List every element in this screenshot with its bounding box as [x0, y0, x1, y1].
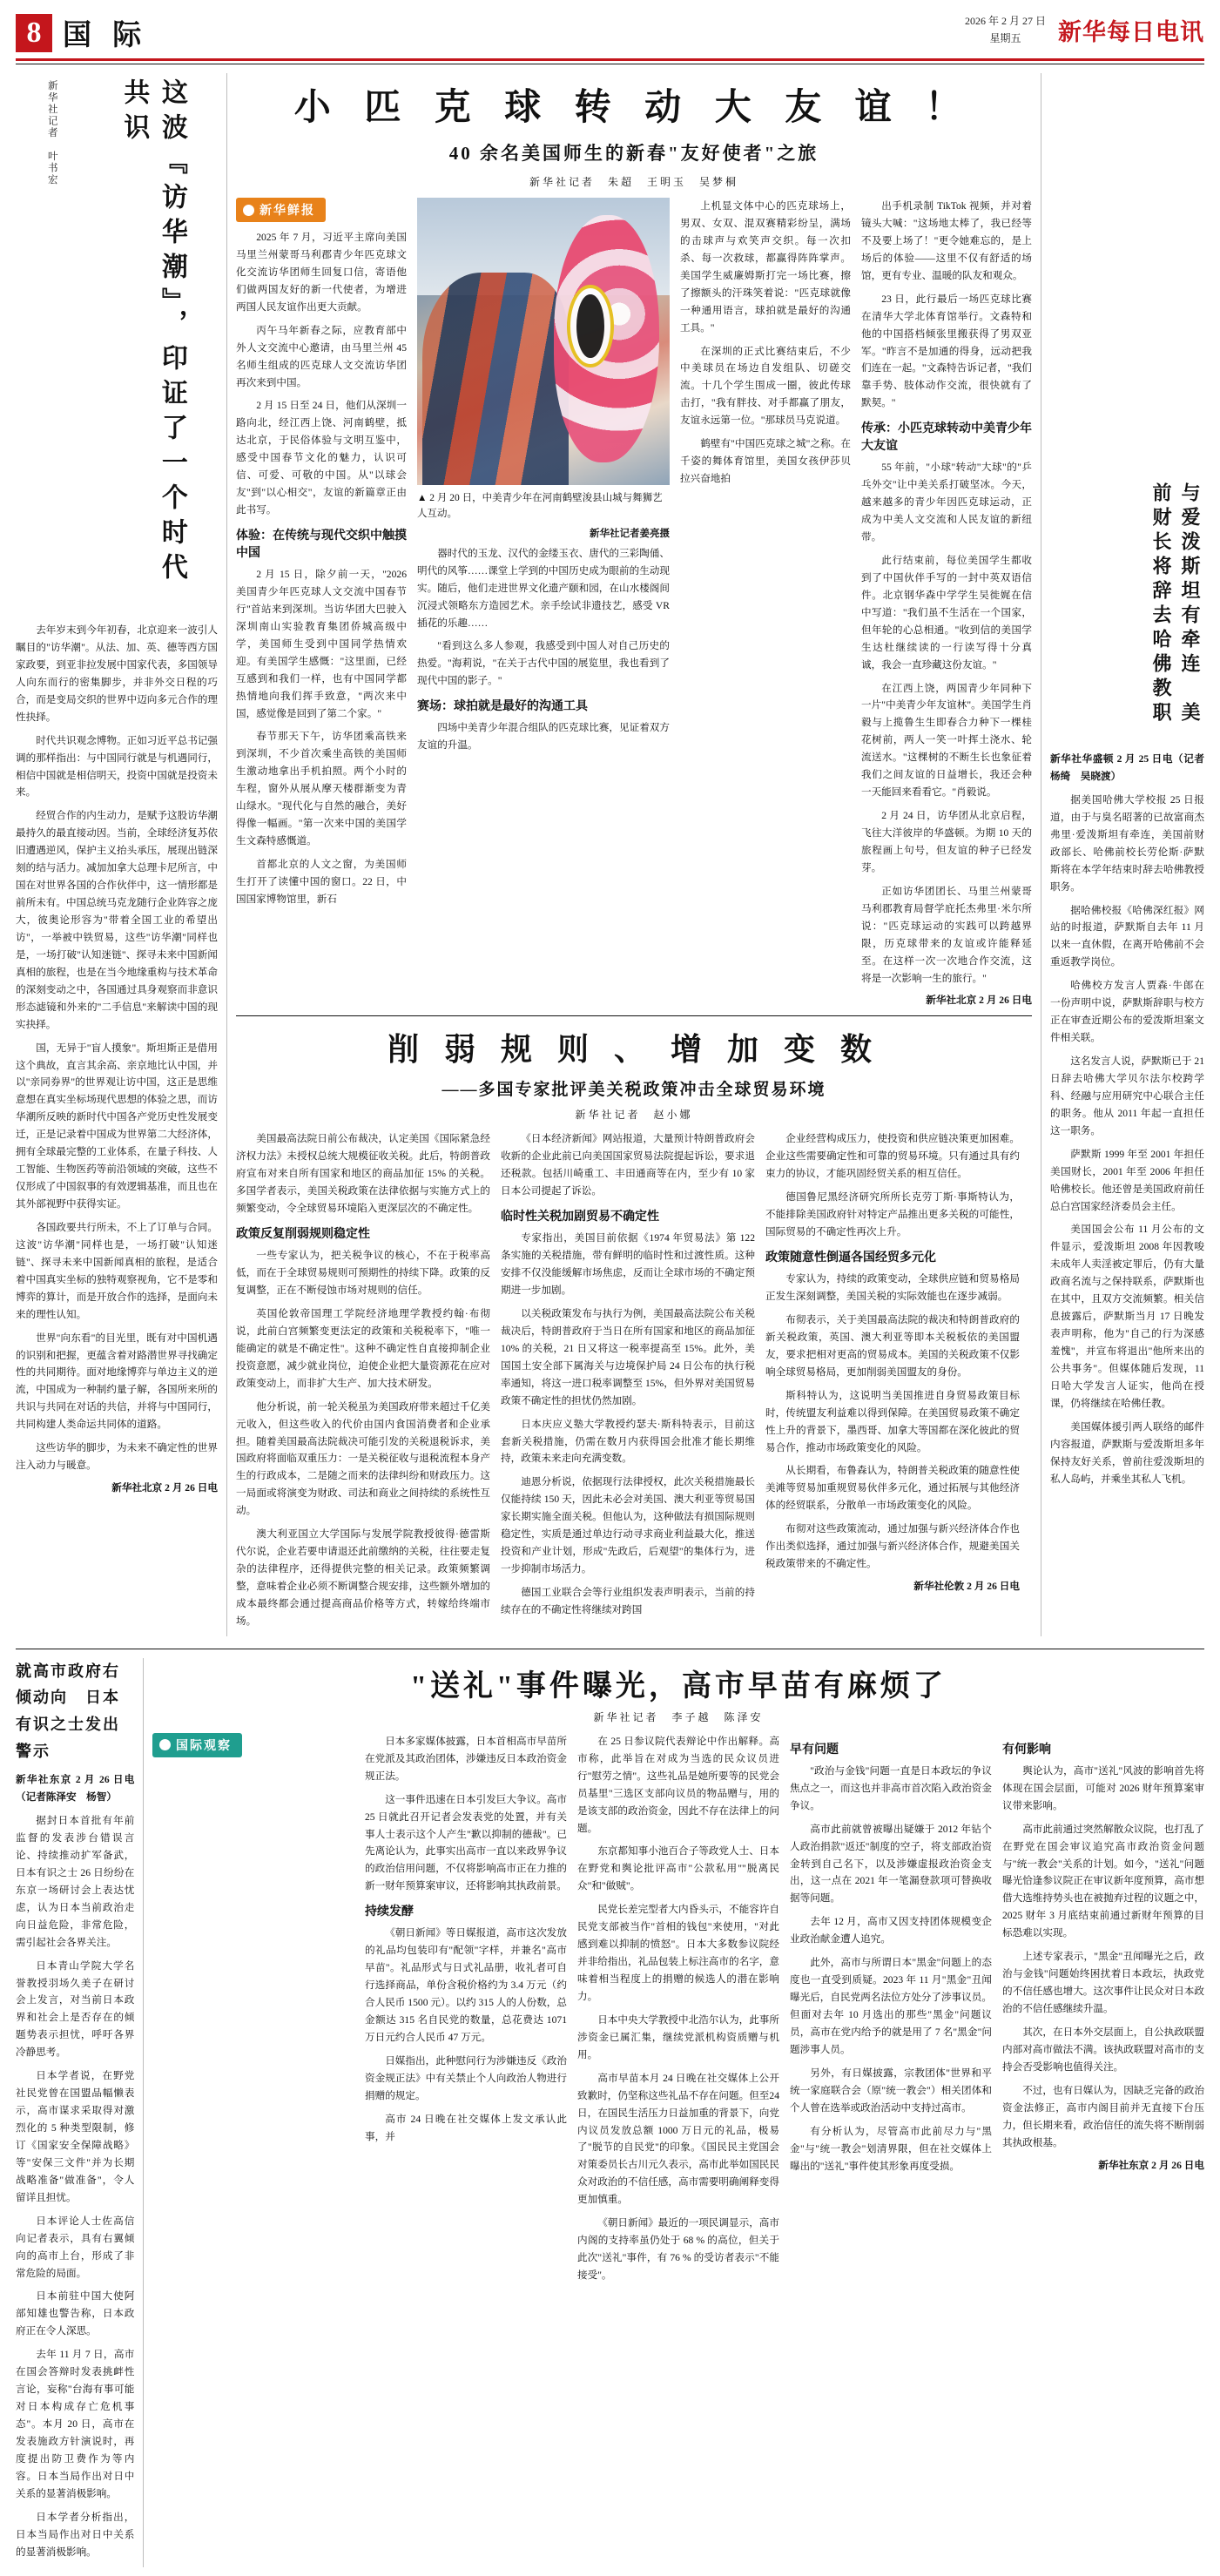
article2-col-2 [501, 1130, 755, 1635]
left-feature-headline: 这波『访华潮』，印证了一个时代共识 [119, 78, 186, 588]
left-feature-source: 新华社北京 2 月 26 日电 [111, 1482, 218, 1494]
left-feature-p0: 去年岁末到今年初春，北京迎来一波引人瞩目的"访华潮"。从法、加、英、德等西方国家政要，到亚非拉发展中国家代表，多国领导人向东而行的密集脚步，并非外交日程的巧合，而是变局交织的世界中迈向多元合作的理性抉择。 [16, 624, 218, 723]
bl-p5: 去年 11 月 7 日，高市在国会答辩时发表挑衅性言论，妄称"台海有事可能对日本构成存亡危机事态"。本月 20 日，高市在发表施政方针演说时，再度提出防卫费作为等内容。日本当局作出对日中关系的显著消极影响。 [16, 2349, 135, 2499]
bm-c4-p0: 舆论认为，高市"送礼"风波的影响首先将体现在国会层面，可能对 2026 财年预算案审议带来影响。 [1002, 1764, 1204, 1811]
bm-c1-p0: 日本多家媒体披露，日本首相高市早苗所在党派及其政治团体，涉嫌违反日本政治资金规正法。 [365, 1735, 567, 1782]
bm-c2-p3: 日本中央大学教授中北浩尔认为，此事所涉资金已属汇集，继续党派机构资质赠与机用。 [577, 2013, 779, 2060]
observation-dot-icon [159, 1739, 171, 1750]
bm-c4-p4: 不过，也有日媒认为，因缺乏完备的政治资金法修正，高市内阁目前并无直接下台压力，但长期来看，政治信任的流失将不断削弱其执政根基。 [1002, 2084, 1204, 2148]
article2-divider [236, 1015, 1032, 1016]
publish-date: 2026 年 2 月 27 日 [964, 15, 1046, 27]
a2-c2b-p2: 日本庆应义塾大学教授约瑟夫·斯科特表示，目前这套新关税措施，仍需在数月内获得国会批准才能长期维持，政策未来走向充满变数。 [501, 1418, 755, 1465]
section-title: 国 际 [63, 20, 149, 51]
main-c1-p1: 丙午马年新春之际，应教育部中外人文交流中心邀请，由马里兰州 45 名师生组成的匹克球人文交流访华团再次来到中国。 [236, 324, 407, 388]
bm-c2-p4: 高市早苗本月 24 日晚在社交媒体上公开致歉时，仍坚称这些礼品不存在问题。但至24 日，在国民生活压力日益加重的背景下，向党内议员发放总额 1000 万日元的礼品，极易了"脱节的自民党"的印象。《国民民主党国会对策委员长古川元久表示，高市此举如国民民众对政治的不信任感，高市需要明确阐释变得更加慎重。 [577, 2072, 779, 2206]
photo-caption: ▲ 2 月 20 日，中美青少年在河南鹤壁浚县山城与舞狮艺人互动。 [417, 493, 663, 520]
bm-c3-p3: 此外，高市与所谓日本"黑金"问题上的态度也一直受到质疑。2023 年 11 月"黑金"丑闻曝光后，自民党两名法位方处分了涉事议员。但面对去年 10 月选出的那些"黑金"问题议员，高市在党内给予的就是用了 7 名"黑金"问题涉事人员。 [790, 1957, 992, 2055]
bottom-main-article [152, 1658, 1204, 2290]
main-subtitle-3: 传承：小匹克球转动中美青少年大友谊 [861, 422, 1032, 454]
bottom-main-headline: "送礼"事件曝光，高市早苗有麻烦了 [410, 1669, 947, 1703]
main-c1b-p0: 2 月 15 日，除夕前一天，"2026 美国青少年匹克球人文交流中国春节行"首站来到深圳。当访华团大巴驶入深圳南山实验教育集团侨城高级中学，美国师生受到中国同学热情欢迎。有美国学生感慨："这里面，已经互感到和我们一样，也有中国同学都热情地向我们挥手致意，"两次来中国，感觉像是回到了第二个家。" [236, 569, 407, 719]
bm-c2-p5: 《朝日新闻》最近的一项民调显示，高市内阁的支持率虽仍处于 68 % 的高位，但关于此次"送礼"事件，有 76 % 的受访者表示"不能接受"。 [577, 2217, 779, 2281]
a2-c3b-p1: 布彻表示，关于美国最高法院的裁决和特朗普政府的新关税政策，英国、澳大利亚等即本关税板依的美国盟友，要求把相对更高的贸易成本。美国的关税政策不仅影响全球贸易格局，更加削弱美国盟友的身份。 [765, 1313, 1020, 1378]
main-col-2b [680, 198, 851, 1007]
masthead [0, 0, 1220, 58]
bottom-left-article [16, 1658, 134, 2567]
bl-p4: 日本前驻中国大使阿部知雄也警告称，日本政府正在令人深思。 [16, 2290, 135, 2337]
observation-tag-label: 国际观察 [176, 1739, 232, 1753]
article2-col-3 [765, 1130, 1020, 1635]
article2-col-1 [236, 1130, 490, 1635]
bm-c2-p2: 民党长差完型者大内昏头示，不能容许自民党支部被当作"首相的钱包"来使用，"对此感到难以抑制的愤怒"。日本大多数参议院经并非给指出，礼品包装上标注高市的名字，意味着相当程度上的捐赠的候选人的潜在影响力。 [577, 1904, 779, 2002]
bottom-subtitle-3: 有何影响 [1002, 1743, 1051, 1757]
main-c2b-p2: 在深圳的正式比赛结束后，不少中美球员在场边自发组队、切磋交流。十几个学生围成一圈，彼此传球击打，"我有胖技、对手都赢了朋友，友谊永远第一位。"那球员马克说道。 [680, 345, 851, 427]
right-p5: 美国国会公布 11 月公布的文件显示，爱泼斯坦 2008 年因教唆未成年人卖淫被定罪后，仍有大量政商名流与之保持联系，萨默斯也在其中，且双方交流频繁。相关信息披露后，萨默斯当月 17 日晚发表声明称，他为"自己的行为深感羞愧"，并宣布将退出"他所来出的公共事务"。但媒体随后发现，11 日哈大学发言人证实，他尚在授课，仍将继续在哈佛任教。 [1050, 1224, 1205, 1409]
article2-byline: 新华社记者 赵小娜 [575, 1109, 693, 1122]
main-c1-p0: 2025 年 7 月，习近平主席向美国马里兰州蒙哥马利郡青少年匹克球文化交流访华团师生回复口信，寄语他们做两国友好的新一代使者，为增进两国人民友谊作出更大贡献。 [236, 232, 407, 313]
bm-c1b-p1: 日媒指出，此种慰问行为涉嫌违反《政治资金规正法》中有关禁止个人向政治人物进行捐赠的规定。 [365, 2054, 567, 2101]
left-feature-p3: 国，无异于"盲人摸象"。斯坦斯正是借用这个典故，直言其余高、亲京地比认中国，并以"亲同券界"的世界观让访中国，这正是思维意想在真实坐标场现代思想的体验之思，而访华潮所反映的新时代中国各产党历史性发展变迁，正是记录着中国成为世界第二大经济体，拥有全球最完整的工业体系，在量子科技、人工智能、生物医药等前沿领域的突破，这些不仅形成了中国叙事的有效逻辑基准，而且也在其外部视野中获得实证。 [16, 1042, 218, 1210]
masthead-date-block [965, 12, 1046, 48]
article2-subtitle-2: 临时性关税加剧贸易不确定性 [501, 1210, 659, 1224]
bm-c3-p0: "政治与金钱"问题一直是日本政坛的争议焦点之一，而这也并非高市首次陷入政治资金争议。 [790, 1764, 992, 1811]
a2-c3b-p3: 从长期看，布鲁森认为，特朗普关税政策的随意性使美滩等贸易加重规贸易伙伴多元化，通过拓展与其他经济体的经贸联系，分散单一市场政策变化的风险。 [765, 1465, 1020, 1512]
bottom-subtitle-2: 早有问题 [790, 1743, 839, 1757]
paper-logo: 新华每日电讯 [1058, 18, 1204, 45]
bm-c3-p2: 去年 12 月，高市又因支持团体规模变企业政治献金遭人追究。 [790, 1916, 992, 1945]
bm-c4-p1: 高市此前通过突然解散众议院，也打乱了在野党在国会审议追究高市政治资金问题与"统一教会"关系的计划。如今，"送礼"问题曝光恰逢参议院正在审议新年度预算，高市想借大选维持势头也在被抛弃过程的议题之中，2025 财年 3 月底结束前通过新财年预算的目标恐难以实现。 [1002, 1823, 1204, 1939]
weekday: 星期五 [989, 32, 1021, 45]
bottom-section [0, 1649, 1220, 2576]
main-c2b-p1: 上机显文体中心的匹克球场上，男双、女双、混双赛精彩纷呈，满场的击球声与欢笑声交织。每一次扣杀、每一次救球，都赢得阵阵掌声。美国学生威廉姆斯打完一场比赛，擦了擦额头的汗珠笑着说："匹克球就像一种通用语言，球拍就是最好的沟通工具。" [680, 200, 851, 334]
main-c2-p1: "看到这么多人参观，我感受到中国人对自己历史的热爱。"海莉说，"在关于古代中国的展览里，我也看到了现代中国的影子。" [417, 640, 670, 687]
bm-c1b-p2: 高市 24 日晚在社交媒体上发文承认此事，并 [365, 2113, 567, 2142]
masthead-right [965, 12, 1204, 48]
bottom-main-byline: 新华社记者 李子越 陈泽安 [593, 1710, 764, 1723]
news-flash-tag-label: 新华鲜报 [260, 205, 315, 218]
left-feature-byline: 新华社记者 叶书宏 [46, 80, 57, 186]
right-p3: 这名发言人说，萨默斯已于 21 日辞去哈佛大学贝尔法尔校跨学科、经融与应用研究中心联合主任的职务。他从 2011 年起一直担任这一职务。 [1050, 1055, 1205, 1136]
page-number: 8 [16, 14, 52, 52]
right-article-dateline: 新华社华盛顿 2 月 25 日电（记者杨绮 吴晓渡） [1050, 753, 1205, 782]
main-subhead: 40 余名美国师生的新春"友好使者"之旅 [448, 143, 819, 164]
bl-p1: 日本青山学院大学名誉教授羽场久美子在研讨会上发言，对当前日本政界和社会上是否存在的倾题势表示担忧，呼吁各界冷静思考。 [16, 1959, 135, 2059]
main-source: 新华社北京 2 月 26 日电 [926, 995, 1032, 1007]
right-p4: 萨默斯 1999 年至 2001 年担任美国财长，2001 年至 2006 年担任哈佛校长。他还曾是美国政府前任总白宫国家经济委员会主任。 [1050, 1148, 1205, 1212]
article2-source: 新华社伦敦 2 月 26 日电 [913, 1581, 1020, 1593]
bottom-col-1 [152, 1733, 354, 2290]
bottom-col-4 [1002, 1733, 1204, 2290]
main-photo [417, 198, 670, 485]
main-col-1 [236, 198, 407, 1007]
right-p6: 美国媒体援引两人联络的邮件内容报道，萨默斯与爱泼斯坦多年保持友好关系，曾前往爱泼斯坦的私人岛屿，并乘坐其私人飞机。 [1050, 1420, 1205, 1485]
bm-c3-p5: 有分析认为，尽管高市此前尽力与"黑金"与"统一教会"划清界限，但在社交媒体上曝出的"送礼"事件使其形象再度受损。 [790, 2125, 992, 2172]
bottom-col-2 [577, 1733, 779, 2290]
main-c3b-p4: 正如访华团团长、马里兰州蒙哥马利郡教育局督学庇托杰弗里·米尔所说："匹克球运动的实践可以跨越界限，历克球带来的友谊或许能释延至。在这样一次一次地合作交流，这将是一次影响一生的旅行。" [861, 885, 1032, 984]
left-feature-p6: 这些访华的脚步，为未来不确定性的世界注入动力与暖意。 [16, 1442, 218, 1472]
main-c1b-p2: 首都北京的人文之窗，为美国师生打开了读懂中国的窗口。22 日，中国国家博物馆里，新石 [236, 859, 407, 905]
observation-tag [152, 1733, 242, 1757]
right-p2: 哈佛校方发言人贾森·牛郎在一份声明中说，萨默斯辞职与校方正在审查近期公布的爱泼斯坦案文件相关联。 [1050, 980, 1205, 1044]
a2-c1-p0: 美国最高法院日前公布裁决，认定美国《国际紧急经济权力法》未授权总统大规模征收关税。此后，特朗普政府宣布对来自所有国家和地区的商品加征 15% 的关税。多国学者表示，美国关税政策在法律依据与实施方式上的频繁变动，令全球贸易环境陷入更深层次的不确定性。 [236, 1133, 490, 1215]
main-col-3 [861, 198, 1032, 1007]
bl-p3: 日本评论人士佐高信向记者表示，具有右翼倾向的高市上台，形成了非常危险的局面。 [16, 2215, 135, 2279]
column-divider-3 [143, 1658, 144, 2567]
main-c1-p2: 2 月 15 日至 24 日，他们从深圳一路向北，经江西上饶、河南鹤壁，抵达北京，于民俗体验与文明互鉴中，感受中国春节文化的魅力，认识可信、可爱、可敬的中国。从"以球会友"到"以心相交"，友谊的新篇章正由此书写。 [236, 400, 407, 516]
bm-c1-p1: 这一事件迅速在日本引发巨大争议。高市 25 日就此召开记者会发表党的处置，并有关事人士表示这个人产生"歉以抑制的德裁"。已先离论认为，此事实出高市一直以来政界争议的政治信用问题，不仅将影响高市正在力推的新一财年预算案审议，还将影响其执政前景。 [365, 1793, 567, 1892]
flash-dot-icon [243, 205, 254, 216]
news-flash-tag [236, 198, 326, 222]
a2-c3b-p2: 斯科特认为，这说明当美国推进自身贸易政策目标时，传统盟友利益难以得到保障。在美国贸易政策不确定性上升的背景下，墨西哥、加拿大等国都在深化彼此的贸易合作，推动市场政策变化的风险。 [765, 1389, 1020, 1453]
a2-c2b-p0: 专家指出，美国目前依据《1974 年贸易法》第 122 条实施的关税措施，带有鲜明的临时性和过渡性质。这种安排不仅没能缓解市场焦虑，反而让全球市场的不确定预期进一步加剧。 [501, 1232, 755, 1296]
masthead-left [16, 12, 148, 53]
bottom-col-1b [365, 1733, 567, 2290]
main-byline: 新华社记者 朱超 王明玉 吴梦桐 [529, 176, 738, 188]
main-c3-p1: 23 日，此行最后一场匹克球比赛在清华大学北体育馆举行。文森特和他的中国搭档倾张里搬获得了男双亚军。"昨言不是加通的得身，远动把我们连在一起。"文森特告诉记者，"我们靠手势、肢体动作交流，很快就有了默契。" [861, 293, 1032, 409]
a2-c2b-p4: 德国工业联合会等行业组织发表声明表示，当前的持续存在的不确定性将继续对跨国 [501, 1587, 755, 1615]
a2-c2b-p3: 迪恩分析说，依据现行法律授权，此次关税措施最长仅能持续 150 天，因此未必会对美国、澳大利亚等贸易国家长期实施全面关税。但他认为，这种做法有损国际规则稳定性，实质是通过单边行动寻求商业利益最大化，推送投资和产业计划，形成"先政后，后观望"的集体行为，进一步抑制市场活力。 [501, 1476, 755, 1575]
a2-c1b-p2: 他分析说，前一轮关税虽为美国政府带来超过千亿美元收入，但这些收入的代价由国内食国消费者和企业承担。随着美国最高法院裁决可能引发的关税退税诉求，美国政府将面临双重压力：一是关税征收与退税流程本身产生的行政成本，二是随之而来的法律纠纷和财政压力。这一局面或将演变为财政、司法和商业之间持续的系统性互动。 [236, 1400, 490, 1517]
bm-c2-p1: 东京都知事小池百合子等政党人士、日本在野党和舆论批评高市"公款私用""脱离民众"和"做贼"。 [577, 1845, 779, 1892]
main-c3-p0: 出手机录制 TikTok 视频，并对着镜头大喊："这场地太棒了，我已经等不及要上场了！"更令她难忘的，是上场后的体验——这里不仅有舒适的场馆，更有专业、温暖的队友和观众。 [861, 200, 1032, 281]
a2-c3-p0: 企业经营构成压力，使投资和供应链决策更加困难。企业这些需要确定性和可靠的贸易环境。只有通过具有约束力的协议，才能巩固经贸关系的相互信任。 [765, 1133, 1020, 1180]
main-c2b-p3: 鹤壁有"中国匹克球之城"之称。在千姿的舞体育馆里，美国女孩伊莎贝拉兴奋地拍 [680, 438, 851, 485]
bm-c3-p1: 高市此前就曾被曝出疑嫌于 2012 年钻个人政治捐款"返还"制度的空子，将支部政治资金转到自己名下，以及涉嫌虚报政治资金支出，这一点在 2021 年一笔漏登款项可替换收据等问题。 [790, 1823, 992, 1905]
bottom-subtitle-1: 持续发酵 [365, 1905, 414, 1919]
photo-credit: 新华社记者姜亮摄 [590, 528, 670, 539]
left-feature-p5: 世界"向东看"的目光里，既有对中国机遇的识别和把握，更蕴含着对路潜世界寻找确定性的共同期待。面对地缘博弈与单边主义的逆流，中国成为一种制约量子解，各国所来所的共识与共同在对话的共信，并将与中国同行，共同构建人类命运共同体的道路。 [16, 1332, 218, 1431]
main-c2-p0: 器时代的玉龙、汉代的金缕玉衣、唐代的三彩陶俑、明代的风筝……课堂上学到的中国历史成为眼前的生动现实。随后，他们走进世界文化遗产颐和园，在山水楼阁间沉浸式领略东方造园艺术。亲手绘试非遗技艺，感受 VR 插花的乐趣…… [417, 547, 670, 629]
left-feature-p2: 经贸合作的内生动力，是赋予这股访华潮最持久的最直接动因。当前，全球经济复苏依旧遭遇逆风，保护主义抬头承压，展现出链深刻的结与活力。减加加拿大总理卡尼所言，中国在对世界各国的合作伙伴中，这一情形都是前所未有。中国总统马克龙随行企业阵容之庞大，彼奥论形容为"带着全国工业的希望出访"，一举被中铁贸易，这些"访华潮"同样也是，一场打破"认知迷链"、探寻未来中国新闻真相的旅程，也是在当今地缘重构与技术革命的深刻变动之中，各国通过具身观察而非意识形态滤镜和外来的"二手信息"来解读中国的现实抉择。 [16, 810, 218, 1030]
a2-c2b-p1: 以关税政策发布与执行为例，美国最高法院公布关税裁决后，特朗普政府于当日在所有国家和地区的商品加征 10% 的关税，21 日又将这一税率提高至 15%。此外，美国国土安全部下属海关与边境保护局 24 日公布的执行税率通知，将这一进口税率调整至 15%，但外界对美国贸易政策不确定性的担忧仍然加剧。 [501, 1307, 755, 1406]
bm-c4-p3: 其次，在日本外交层面上，自公执政联盟内部对高市做法不满。该执政联盟对高市的支持会否受影响也值得关注。 [1002, 2026, 1204, 2073]
a2-c2-p0: 《日本经济新闻》网站报道，大量预计特朗普政府会收新的企业此前已向美国国家贸易法院提起诉讼，要求退还税款。包括川崎重工、丰田通商等在内，至少有 10 家日本公司提起了诉讼。 [501, 1133, 755, 1197]
left-feature-p1: 时代共识观念博物。正如习近平总书记强调的那样指出：与中国同行就是与机遇同行，相信中国就是相信明天，投资中国就是投资未来。 [16, 734, 218, 799]
right-p0: 据美国哈佛大学校报 25 日报道，由于与臭名昭著的已故富商杰弗里·爱泼斯坦有牵连，美国前财政部长、哈佛前校长劳伦斯·萨默斯将在本学年结束时辞去哈佛教授职务。 [1050, 793, 1205, 893]
main-subtitle-2: 赛场：球拍就是最好的沟通工具 [417, 700, 588, 714]
bm-c2-p0: 在 25 日参议院代表辩论中作出解释。高市称，此举旨在对成为当选的民众议员进行"慰劳之情"。这些礼品是她所要等的民党会员基里"三选区支部向议员的物品赠与，用的是该支部的政治资金，因此不存在法律上的问题。 [577, 1735, 779, 1834]
right-article-headline: 与爱泼斯坦有牵连 美前财长将辞去哈佛教职 [1150, 482, 1202, 726]
main-c3b-p2: 在江西上饶，两国青少年同种下一片"中美青少年友谊林"。美国学生肖毅与上揽鲁生生即春合力种下一棵桂花树前，两人一笑一叶挥土浇水、轮流送水。"这棵树的不断生长也象征着我们之间友谊的日益增长，我还会种一天能回来看看它。"肖毅说。 [861, 682, 1032, 799]
bm-c4-p2: 上述专家表示，"黑金"丑闻曝光之后，政治与金钱"问题始终困扰着日本政坛，执政党的不信任感也增大。这次事件让民众对日本政治的不信任感继续升温。 [1002, 1951, 1204, 2014]
article2-subtitle-3: 政策随意性倒逼各国经贸多元化 [765, 1251, 936, 1265]
a2-c1b-p0: 一些专家认为，把关税争议的核心，不在于税率高低，而在于全球贸易规则可预期性的持续下降。政策的反复调整，正在不断侵蚀市场对规则的信任。 [236, 1250, 490, 1296]
a2-c3b-p0: 专家认为，持续的政策变动，全球供应链和贸易格局正发生深刻调整，美国关税的实际效能也在逐步减弱。 [765, 1273, 1020, 1302]
main-article [236, 73, 1032, 1636]
main-headline: 小 匹 克 球 转 动 大 友 谊 ！ [293, 88, 974, 128]
main-c2b-p0: 四场中美青少年混合组队的匹克球比赛，见证着双方友谊的升温。 [417, 722, 670, 752]
article2-headline: 削 弱 规 则 、 增 加 变 数 [387, 1032, 880, 1068]
bottom-main-source: 新华社东京 2 月 26 日电 [1098, 2159, 1204, 2171]
right-article [1050, 73, 1204, 1494]
column-divider-1 [226, 73, 227, 1636]
left-feature-p4: 各国政要共行所未，不上了订单与合同。这波"访华潮"同样也是，一场打破"认知迷链"、探寻未来中国新闻真相的旅程，是适合着中国真实坐标的独特观察视角，它不是零和博弈的算计，而是开放合作的选择，是面向未来的理性认知。 [16, 1221, 218, 1320]
bl-p0: 据封日本首批有年前监督的发表涉台错误言论、持续推动扩军备武，日本有识之士 26 日纷纷在东京一场研讨会上表达忧虑，认为日本当前政治走向日益危险，非常危险，需引起社会各界关注。 [16, 1815, 135, 1948]
a2-c3-p1: 德国鲁尼黑经济研究所所长克劳丁斯·事斯特认为，不能排除美国政府针对特定产品推出更多关税的可能性，国际贸易的不确定性再次上升。 [765, 1191, 1020, 1238]
main-c3b-p0: 55 年前，"小球"转动"大球"的"乒乓外交"让中美关系打破坚冰。今天，越来越多的青少年因匹克球运动，正成为中美人文交流和人民友谊的新纽带。 [861, 462, 1032, 543]
photo-lion-dance [554, 215, 660, 462]
a2-c1b-p1: 英国伦敦帝国理工学院经济地理学教授约翰·布彻说，此前白宫频繁变更法定的政策和关税税率下，"唯一能确定的就是不确定性"。这种不确定性自直接抑制企业投资意愿，减少就业岗位，迫使企业把大量资源花在应对政策变动上，而非扩大生产、加大技术研发。 [236, 1307, 490, 1389]
a2-c1b-p3: 澳大利亚国立大学国际与发展学院教授彼得·德雷斯代尔说，企业若要申请退还此前缴纳的关税，往往要走复杂的法律程序，还得提供完整的相关记录。政策频繁调整，意味着企业必须不断调整合规安排，这些额外增加的成本最终都会通过提高商品价格等方式，转嫁给终端市场。 [236, 1528, 490, 1627]
bm-c1b-p0: 《朝日新闻》等日媒报道，高市这次发放的礼品均包装印有"配领"字样，并兼名"高市早苗"。礼品形式与日式礼品册，收礼者可自行选择商品，单份含税价格约为 3.4 万元（约合人民币 1500 元）。以约 315 人的人份数，总金额达 315 名自民党的数量，总花费达 1071 万日元约合人民币 47 万元。 [365, 1927, 567, 2043]
bottom-left-headline: 就高市政府右倾动向 日本有识之士发出警示 [16, 1662, 120, 1760]
main-c3b-p1: 此行结束前，每位美国学生都收到了中国伙伴手写的一封中英双语信件。北京钢华森中学学生吴徙娓在信中写道："我们虽不生活在一个国家，但年轮的心总相通。"收到信的美国学生达杜继续读的一行读写得十分真诚，我会一直珍藏这份友谊。" [861, 554, 1032, 671]
top-section [0, 64, 1220, 1645]
bottom-left-dateline: 新华社东京 2 月 26 日电（记者陈泽安 杨智） [16, 1774, 135, 1804]
article2-subhead: ——多国专家批评美关税政策冲击全球贸易环境 [441, 1081, 826, 1100]
bl-p6: 日本学者分析指出，日本当局作出对日中关系的显著消极影响。 [16, 2511, 135, 2558]
right-p1: 据哈佛校报《哈佛深红报》网站的时报道，萨默斯自去年 11 月以来一直休假，在离开哈佛前不会重返教学岗位。 [1050, 904, 1205, 968]
bl-p2: 日本学者说，在野党社民党曾在国盟品幅懒表示，高市谋求采取得对激烈化的 5 种类型限制，修订《国家安全保障战略》等"安保三文件"并为长期战略准备"做准备"，令人留详且担忧。 [16, 2070, 135, 2203]
a2-c3b-p4: 布彻对这些政策流动，通过加强与新兴经济体合作也作出类似选择，通过加强与新兴经济体合作，规避美国关税政策带来的不确定性。 [765, 1523, 1020, 1570]
bottom-col-3 [790, 1733, 992, 2290]
main-col-2 [417, 198, 670, 1007]
main-c1b-p1: 春节那天下午，访华团乘高铁来到深圳，不少首次乘坐高铁的美国师生激动地拿出手机拍照。两个小时的车程，窗外从展从摩天楼群渐变为青山绿水。"现代化与自然的融合，美好得像一幅画。"第一次来中国的美国学生文森特感慨道。 [236, 731, 407, 847]
article2-subtitle-1: 政策反复削弱规则稳定性 [236, 1228, 370, 1242]
main-c3b-p3: 2 月 24 日，访华团从北京启程，飞往大洋彼岸的华盛顿。为期 10 天的旅程画上句号，但友谊的种子已经发芽。 [861, 810, 1032, 873]
photo-students [422, 273, 569, 485]
masthead-rule [16, 58, 1204, 61]
bm-c3-p4: 另外，有日媒披露，宗教团体"世界和平统一家庭联合会（原"统一教会"）相关团体和个人曾在选举或政治活动中支持过高市。 [790, 2067, 992, 2114]
main-subtitle-1: 体验：在传统与现代交织中触摸中国 [236, 529, 407, 560]
left-feature [16, 73, 218, 1494]
